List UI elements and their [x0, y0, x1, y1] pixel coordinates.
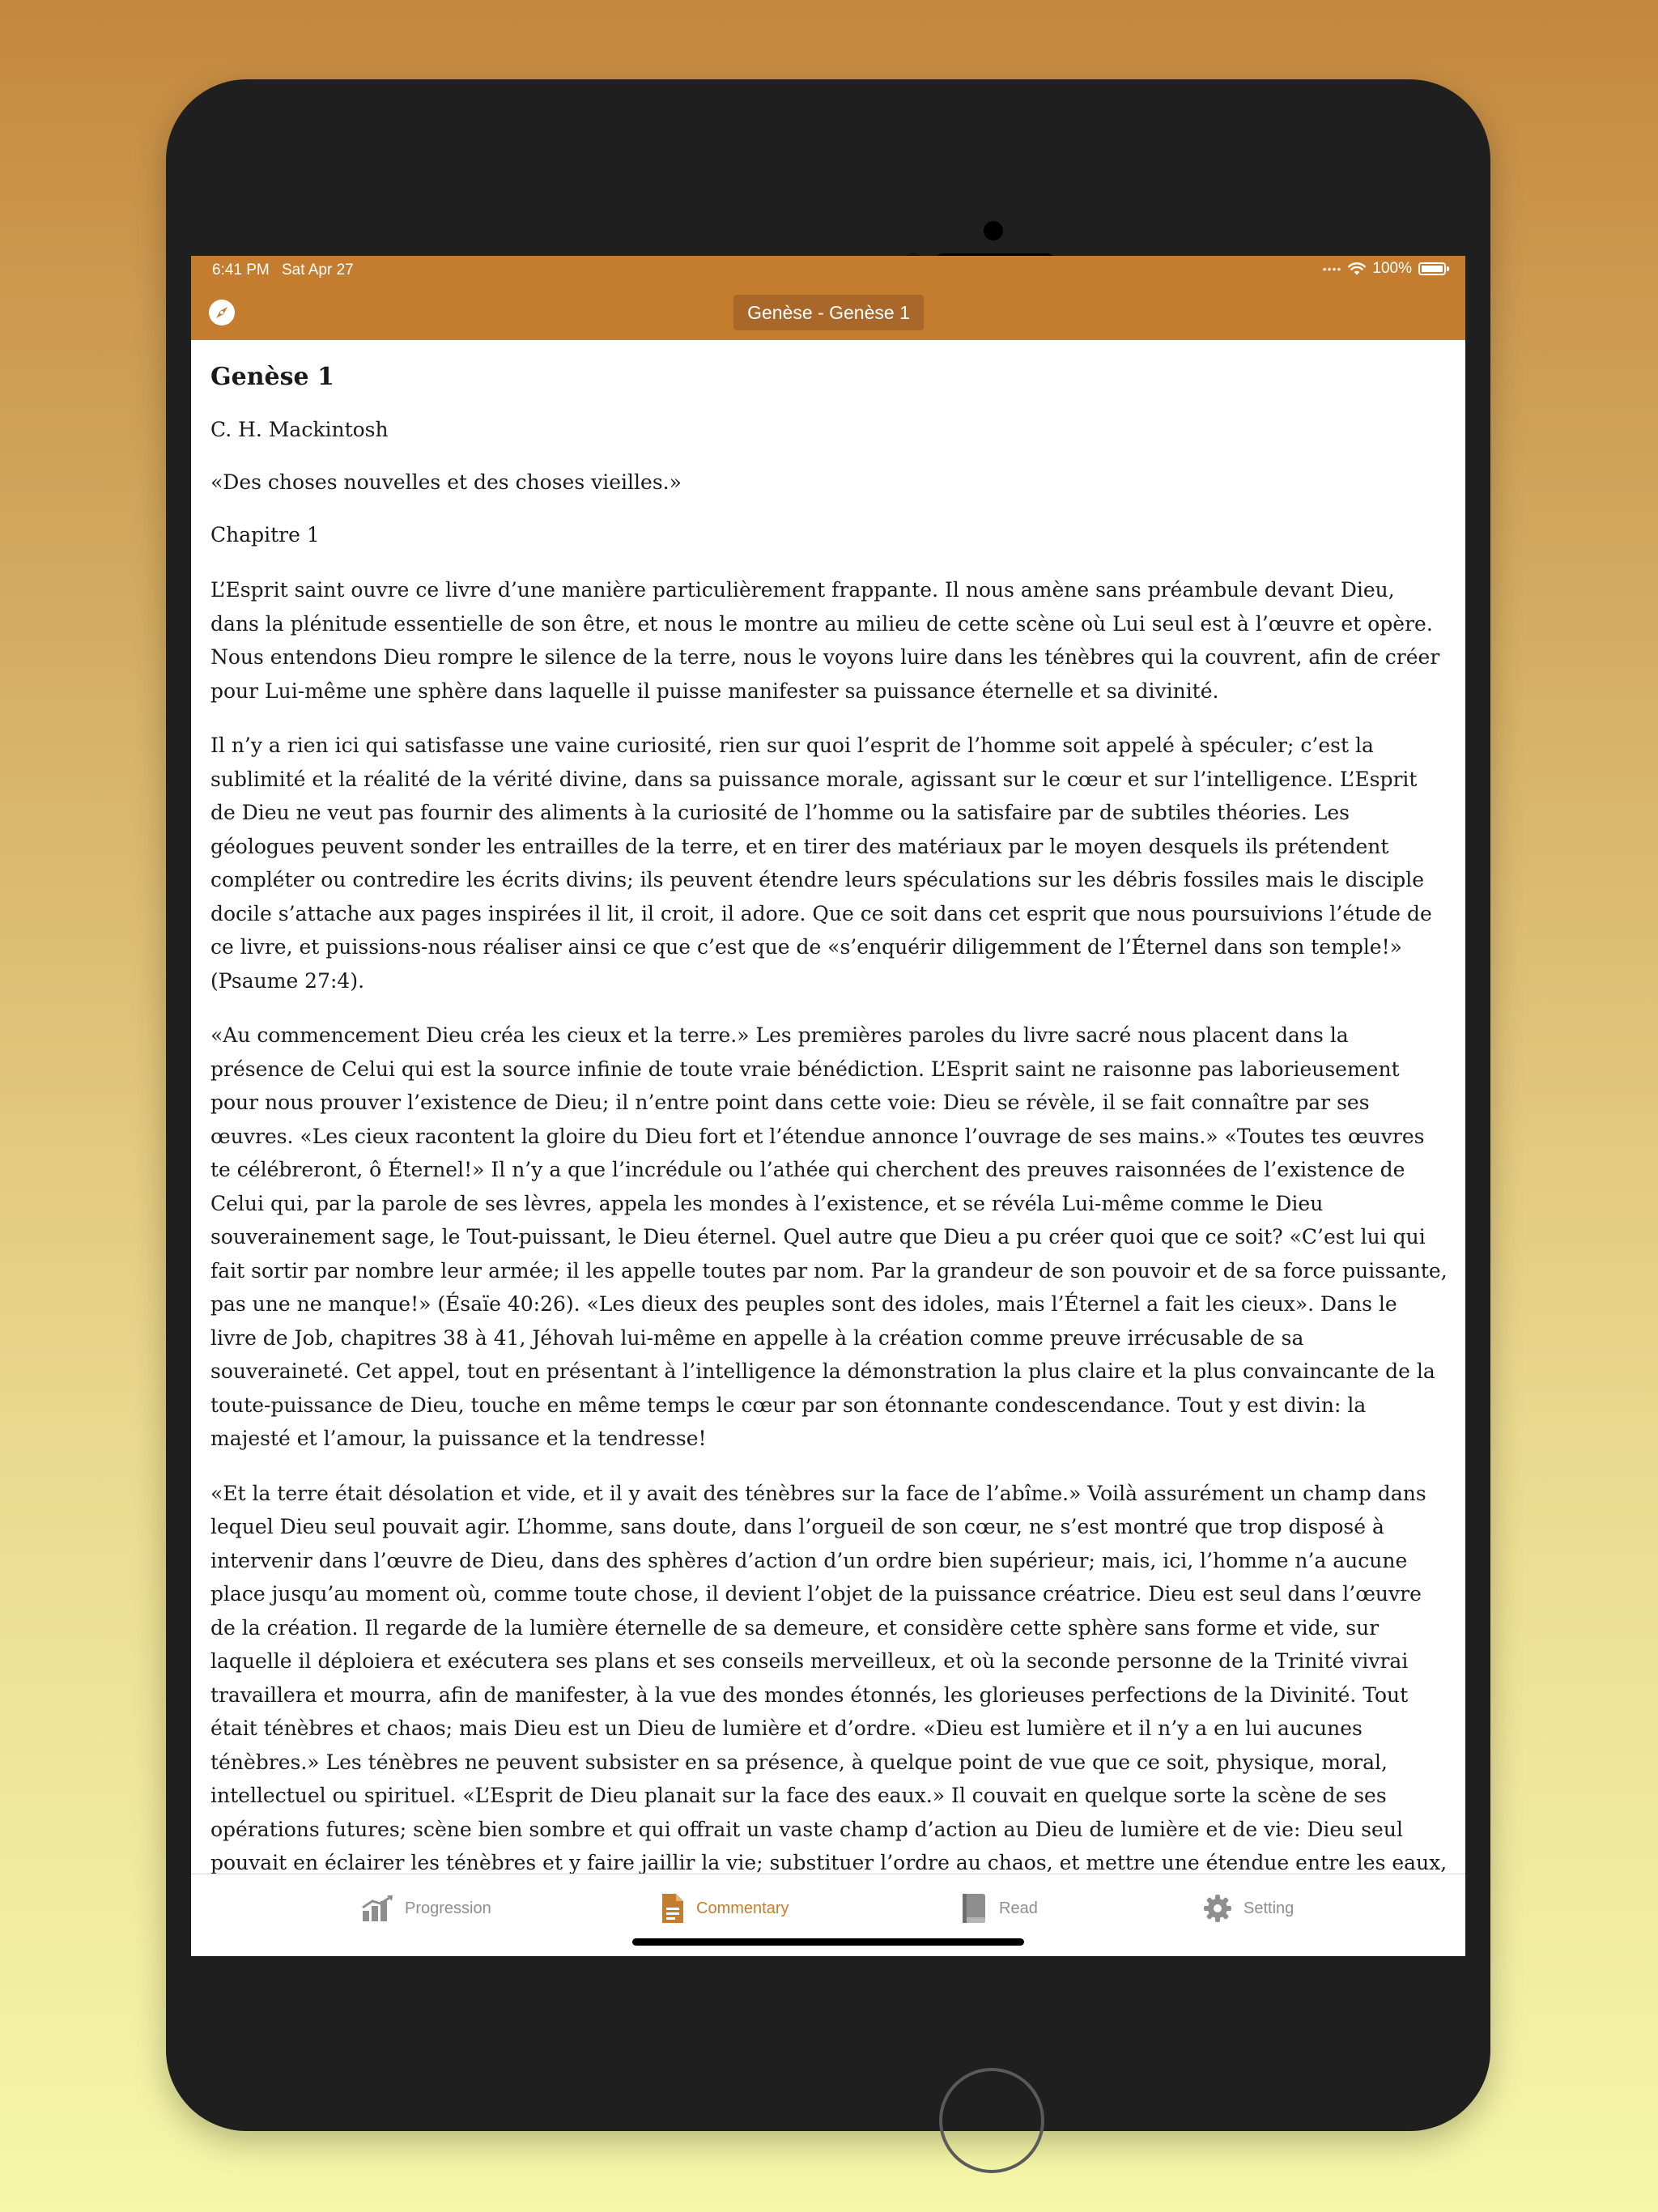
status-indicators [1323, 260, 1446, 278]
gear-icon [1203, 1894, 1232, 1923]
tab-read-label: Read [999, 1899, 1038, 1917]
wifi-icon [1348, 262, 1366, 276]
document-icon [661, 1893, 685, 1924]
tab-progression[interactable] [361, 1891, 491, 1926]
author-name: C. H. Mackintosh [210, 418, 389, 441]
chapter-selector-title[interactable]: Genèse - Genèse 1 [733, 295, 924, 330]
paragraph: Il n’y a rien ici qui satisfasse une vaine curiosité, rien sur quoi l’esprit de l’homme soit appelé à spéculer; c’est la sublimité et la réalité de la vérité divine, dans sa puissance morale, agissant sur le cœur et sur l’intelligence. L’Esprit de Dieu ne veut pas fournir des aliments à la curiosité de l’homme ou la satisfaire par de subtiles théories. Les géologues peuvent sonder les entrailles de la terre, et en tirer des matériaux par le moyen desquels ils prétendent compléter ou contredire les écrits divins; ils peuvent étendre leurs spéculations sur les débris fossiles mais le disciple docile s’attache aux pages inspirées il lit, il croit, il adore. Que ce soit dans cet esprit que nous poursuivions l’étude de ce livre, et puissions-nous réaliser ainsi ce que c’est que de «s’enquérir diligemment de l’Éternel dans son temple!» (Psaume 27:4). [210, 734, 1432, 993]
status-time: 6:41 PM [212, 262, 270, 279]
tab-setting-label: Setting [1244, 1899, 1295, 1917]
status-date: Sat Apr 27 [282, 262, 354, 279]
paragraph: «Au commencement Dieu créa les cieux et la terre.» Les premières paroles du livre sacré nous placent dans la présence de Celui qui est la source infinie de toute vraie bénédiction. L’Esprit saint ne raisonne pas laborieusement pour nous prouver l’existence de Dieu; il n’entre point dans cette voie: Dieu se révèle, il se fait connaître par ses œuvres. «Les cieux racontent la gloire du Dieu fort et l’étendue annonce l’ouvrage de ses mains.» «Toutes tes œuvres te célébreront, ô Éternel!» Il n’y a que l’incrédule ou l’athée qui cherchent des preuves raisonnées de l’existence de Celui qui, par la parole de ses lèvres, appela les mondes à l’existence, et se révéla Lui-même comme le Dieu souverainement sage, le Tout-puissant, le Dieu éternel. Quel autre que Dieu a pu créer quoi que ce soit? «C’est lui qui fait sortir par nombre leur armée; il les appelle toutes par nom. Par la grandeur de son pouvoir et de sa force puissante, pas une ne manque!» (Ésaïe 40:26). «Les dieux des peuples sont des idoles, mais l’Éternel a fait les cieux». Dans le livre de Job, chapitres 38 à 41, Jéhovah lui-même en appelle à la création comme preuve irrécusable de sa souveraineté. Cet appel, tout en présentant à l’intelligence la démonstration la plus claire et la plus convaincante de la toute-puissance de Dieu, touche en même temps le cœur par son étonnante condescendance. Tout y est divin: la majesté et l’amour, la puissance et la tendresse! [210, 1023, 1448, 1450]
front-camera [984, 221, 1003, 240]
tab-bar [191, 1874, 1465, 1956]
page-title: Genèse 1 [210, 363, 334, 391]
battery-icon [1418, 262, 1446, 275]
book-icon [960, 1893, 988, 1924]
battery-percentage: 100% [1372, 260, 1412, 277]
tab-commentary[interactable] [661, 1891, 789, 1926]
status-bar [191, 256, 1465, 285]
chart-icon [361, 1895, 393, 1922]
chapter-heading: Chapitre 1 [210, 523, 320, 547]
cellular-signal-icon: •••• [1322, 262, 1342, 275]
home-button[interactable] [939, 2068, 1044, 2173]
tab-commentary-label: Commentary [696, 1899, 789, 1917]
paragraph: «Et la terre était désolation et vide, et il y avait des ténèbres sur la face de l’abîme.» Voilà assurément un champ dans lequel Dieu seul pouvait agir. L’homme, sans doute, dans l’orgueil de son cœur, ne s’est montré que trop disposé à intervenir dans l’œuvre de Dieu, dans des sphères d’action d’un ordre bien supérieur; mais, ici, l’homme n’a aucune place jusqu’au moment où, comme toute chose, il devient l’objet de la puissance créatrice. Dieu est seul dans l’œuvre de la création. Il regarde de la lumière éternelle de sa demeure, et considère cette sphère sans forme et vide, sur laquelle il déploiera et exécutera ses plans et ses conseils merveilleux, et où la seconde personne de la Trinité vivrai travaillera et mourra, afin de manifester, à la vue des mondes étonnés, les glorieuses perfections de la Divinité. Tout était ténèbres et chaos; mais Dieu est un Dieu de lumière et d’ordre. «Dieu est lumière et il n’y a en lui aucunes ténèbres.» Les ténèbres ne peuvent subsister en sa présence, à quelque point de vue que ce soit, physique, moral, intellectuel ou spirituel. «L’Esprit de Dieu planait sur la face des eaux.» Il couvait en quelque sorte la scène de ses opérations futures; scène bien sombre et qui offrait un vaste champ d’action au Dieu de lumière et de vie: Dieu seul pouvait en éclairer les ténèbres et y faire jaillir la vie; substituer l’ordre au chaos, et mettre une étendue entre les eaux, [210, 1481, 1448, 1874]
compass-icon[interactable] [207, 298, 236, 327]
tab-progression-label: Progression [405, 1899, 491, 1917]
home-indicator[interactable] [632, 1938, 1024, 1946]
tab-setting[interactable] [1203, 1891, 1294, 1926]
screen [191, 256, 1465, 1956]
book-subtitle: «Des choses nouvelles et des choses vieilles.» [210, 470, 682, 494]
commentary-content[interactable] [191, 340, 1465, 1874]
paragraph: L’Esprit saint ouvre ce livre d’une manière particulièrement frappante. Il nous amène sans préambule devant Dieu, dans la plénitude essentielle de son être, et nous le montre au milieu de cette scène où Lui seul est à l’œuvre et opère. Nous entendons Dieu rompre le silence de la terre, nous le voyons luire dans les ténèbres qui la couvrent, afin de créer pour Lui-même une sphère dans laquelle il puisse manifester sa puissance éternelle et sa divinité. [210, 578, 1440, 703]
navigation-bar [191, 285, 1465, 340]
tab-read[interactable] [960, 1891, 1038, 1926]
